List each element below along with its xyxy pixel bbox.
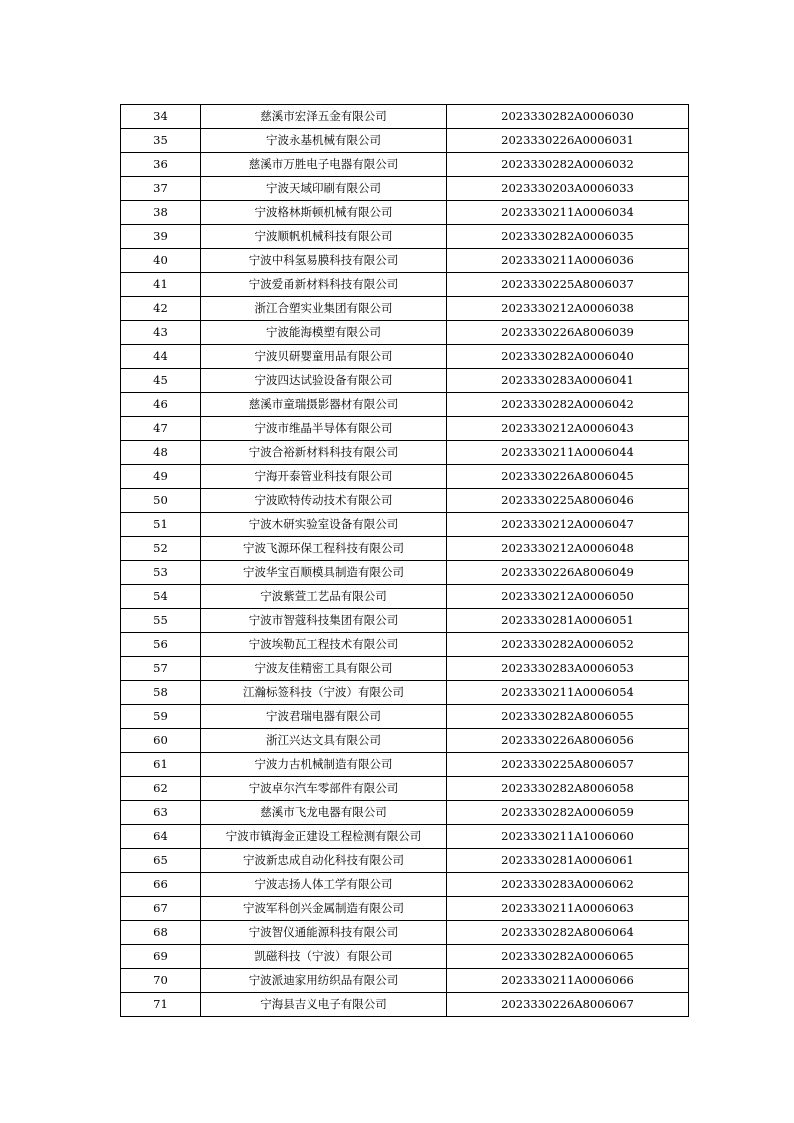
table-row xyxy=(121,873,689,897)
row-number-cell: 71 xyxy=(121,993,201,1017)
registration-code-cell: 2023330212A0006043 xyxy=(447,417,689,441)
company-name-cell: 宁波新忠成自动化科技有限公司 xyxy=(201,849,447,873)
registration-code-cell: 2023330283A0006053 xyxy=(447,657,689,681)
row-number-cell: 58 xyxy=(121,681,201,705)
registration-code-cell: 2023330282A8006058 xyxy=(447,777,689,801)
registration-code-cell: 2023330281A0006051 xyxy=(447,609,689,633)
row-number-cell: 65 xyxy=(121,849,201,873)
company-name-cell: 宁波智仪通能源科技有限公司 xyxy=(201,921,447,945)
company-name-cell: 宁海县吉义电子有限公司 xyxy=(201,993,447,1017)
company-name-cell: 宁波天域印刷有限公司 xyxy=(201,177,447,201)
company-name-cell: 慈溪市飞龙电器有限公司 xyxy=(201,801,447,825)
row-number-cell: 48 xyxy=(121,441,201,465)
row-number-cell: 56 xyxy=(121,633,201,657)
table-row xyxy=(121,849,689,873)
table-row xyxy=(121,369,689,393)
row-number-cell: 67 xyxy=(121,897,201,921)
registration-code-cell: 2023330282A0006032 xyxy=(447,153,689,177)
table-row xyxy=(121,585,689,609)
company-name-cell: 宁波志扬人体工学有限公司 xyxy=(201,873,447,897)
table-body xyxy=(121,105,689,1017)
table-row xyxy=(121,273,689,297)
company-name-cell: 浙江合塑实业集团有限公司 xyxy=(201,297,447,321)
company-name-cell: 宁波欧特传动技术有限公司 xyxy=(201,489,447,513)
registration-code-cell: 2023330282A0006059 xyxy=(447,801,689,825)
company-name-cell: 宁波力古机械制造有限公司 xyxy=(201,753,447,777)
registration-code-cell: 2023330226A8006056 xyxy=(447,729,689,753)
company-name-cell: 宁波中科氢易膜科技有限公司 xyxy=(201,249,447,273)
row-number-cell: 54 xyxy=(121,585,201,609)
table-row xyxy=(121,465,689,489)
company-name-cell: 宁波格林斯顿机械有限公司 xyxy=(201,201,447,225)
company-name-cell: 宁波贝研婴童用品有限公司 xyxy=(201,345,447,369)
company-name-cell: 慈溪市宏泽五金有限公司 xyxy=(201,105,447,129)
registration-code-cell: 2023330281A0006061 xyxy=(447,849,689,873)
registration-code-cell: 2023330282A0006065 xyxy=(447,945,689,969)
row-number-cell: 47 xyxy=(121,417,201,441)
table-row xyxy=(121,249,689,273)
row-number-cell: 38 xyxy=(121,201,201,225)
registration-code-cell: 2023330226A8006067 xyxy=(447,993,689,1017)
row-number-cell: 34 xyxy=(121,105,201,129)
registration-code-cell: 2023330212A0006048 xyxy=(447,537,689,561)
row-number-cell: 37 xyxy=(121,177,201,201)
table-row xyxy=(121,609,689,633)
table-row xyxy=(121,201,689,225)
registration-code-cell: 2023330211A0006044 xyxy=(447,441,689,465)
company-name-cell: 慈溪市童瑞摄影器材有限公司 xyxy=(201,393,447,417)
registration-code-cell: 2023330212A0006050 xyxy=(447,585,689,609)
company-name-cell: 宁波市智蔻科技集团有限公司 xyxy=(201,609,447,633)
company-name-cell: 凯磁科技（宁波）有限公司 xyxy=(201,945,447,969)
table-row xyxy=(121,729,689,753)
registration-code-cell: 2023330211A0006034 xyxy=(447,201,689,225)
table-row xyxy=(121,417,689,441)
company-name-cell: 宁波埃勒瓦工程技术有限公司 xyxy=(201,633,447,657)
registration-table xyxy=(120,104,689,1017)
registration-code-cell: 2023330225A8006057 xyxy=(447,753,689,777)
row-number-cell: 51 xyxy=(121,513,201,537)
registration-code-cell: 2023330282A0006052 xyxy=(447,633,689,657)
row-number-cell: 55 xyxy=(121,609,201,633)
row-number-cell: 63 xyxy=(121,801,201,825)
row-number-cell: 39 xyxy=(121,225,201,249)
registration-code-cell: 2023330226A8006049 xyxy=(447,561,689,585)
registration-code-cell: 2023330282A0006042 xyxy=(447,393,689,417)
table-row xyxy=(121,705,689,729)
row-number-cell: 36 xyxy=(121,153,201,177)
row-number-cell: 57 xyxy=(121,657,201,681)
company-name-cell: 宁波木研实验室设备有限公司 xyxy=(201,513,447,537)
row-number-cell: 49 xyxy=(121,465,201,489)
company-name-cell: 宁波紫萱工艺品有限公司 xyxy=(201,585,447,609)
table-row xyxy=(121,441,689,465)
row-number-cell: 60 xyxy=(121,729,201,753)
registration-code-cell: 2023330282A0006030 xyxy=(447,105,689,129)
table-row xyxy=(121,801,689,825)
registration-code-cell: 2023330282A0006035 xyxy=(447,225,689,249)
company-name-cell: 宁波顺帆机械科技有限公司 xyxy=(201,225,447,249)
company-name-cell: 宁波爱甬新材料科技有限公司 xyxy=(201,273,447,297)
company-name-cell: 宁波华宝百顺模具制造有限公司 xyxy=(201,561,447,585)
registration-code-cell: 2023330226A8006045 xyxy=(447,465,689,489)
row-number-cell: 52 xyxy=(121,537,201,561)
row-number-cell: 41 xyxy=(121,273,201,297)
table-row xyxy=(121,489,689,513)
company-name-cell: 宁波卓尔汽车零部件有限公司 xyxy=(201,777,447,801)
table-row xyxy=(121,561,689,585)
table-row xyxy=(121,513,689,537)
row-number-cell: 70 xyxy=(121,969,201,993)
row-number-cell: 68 xyxy=(121,921,201,945)
table-row xyxy=(121,657,689,681)
company-name-cell: 宁波能海模塑有限公司 xyxy=(201,321,447,345)
row-number-cell: 35 xyxy=(121,129,201,153)
table-row xyxy=(121,177,689,201)
registration-code-cell: 2023330211A0006066 xyxy=(447,969,689,993)
registration-code-cell: 2023330282A0006040 xyxy=(447,345,689,369)
table-row xyxy=(121,921,689,945)
registration-code-cell: 2023330282A8006055 xyxy=(447,705,689,729)
registration-code-cell: 2023330211A0006036 xyxy=(447,249,689,273)
table-row xyxy=(121,321,689,345)
row-number-cell: 66 xyxy=(121,873,201,897)
registration-code-cell: 2023330225A8006046 xyxy=(447,489,689,513)
registration-code-cell: 2023330203A0006033 xyxy=(447,177,689,201)
table-row xyxy=(121,945,689,969)
table-row xyxy=(121,633,689,657)
table-row xyxy=(121,225,689,249)
table-row xyxy=(121,393,689,417)
company-name-cell: 宁波市维晶半导体有限公司 xyxy=(201,417,447,441)
row-number-cell: 59 xyxy=(121,705,201,729)
registration-code-cell: 2023330282A8006064 xyxy=(447,921,689,945)
registration-code-cell: 2023330211A1006060 xyxy=(447,825,689,849)
company-name-cell: 宁波永基机械有限公司 xyxy=(201,129,447,153)
registration-code-cell: 2023330212A0006038 xyxy=(447,297,689,321)
table-row xyxy=(121,753,689,777)
row-number-cell: 45 xyxy=(121,369,201,393)
row-number-cell: 53 xyxy=(121,561,201,585)
row-number-cell: 69 xyxy=(121,945,201,969)
table-row xyxy=(121,993,689,1017)
registration-code-cell: 2023330226A8006039 xyxy=(447,321,689,345)
table-row xyxy=(121,537,689,561)
registration-code-cell: 2023330283A0006062 xyxy=(447,873,689,897)
registration-code-cell: 2023330226A0006031 xyxy=(447,129,689,153)
company-name-cell: 江瀚标签科技（宁波）有限公司 xyxy=(201,681,447,705)
table-row xyxy=(121,153,689,177)
table-row xyxy=(121,825,689,849)
table-row xyxy=(121,681,689,705)
row-number-cell: 40 xyxy=(121,249,201,273)
table-row xyxy=(121,897,689,921)
row-number-cell: 62 xyxy=(121,777,201,801)
registration-code-cell: 2023330225A8006037 xyxy=(447,273,689,297)
row-number-cell: 46 xyxy=(121,393,201,417)
row-number-cell: 44 xyxy=(121,345,201,369)
company-name-cell: 宁波军科创兴金属制造有限公司 xyxy=(201,897,447,921)
company-name-cell: 宁波市镇海金正建设工程检测有限公司 xyxy=(201,825,447,849)
company-name-cell: 宁波四达试验设备有限公司 xyxy=(201,369,447,393)
registration-code-cell: 2023330211A0006063 xyxy=(447,897,689,921)
table-row xyxy=(121,129,689,153)
row-number-cell: 64 xyxy=(121,825,201,849)
row-number-cell: 43 xyxy=(121,321,201,345)
company-name-cell: 浙江兴达文具有限公司 xyxy=(201,729,447,753)
row-number-cell: 50 xyxy=(121,489,201,513)
table-row xyxy=(121,297,689,321)
table-row xyxy=(121,105,689,129)
company-name-cell: 慈溪市万胜电子电器有限公司 xyxy=(201,153,447,177)
registration-code-cell: 2023330211A0006054 xyxy=(447,681,689,705)
table-row xyxy=(121,969,689,993)
company-name-cell: 宁波友佳精密工具有限公司 xyxy=(201,657,447,681)
table-row xyxy=(121,777,689,801)
registration-code-cell: 2023330212A0006047 xyxy=(447,513,689,537)
company-name-cell: 宁波飞源环保工程科技有限公司 xyxy=(201,537,447,561)
registration-code-cell: 2023330283A0006041 xyxy=(447,369,689,393)
row-number-cell: 42 xyxy=(121,297,201,321)
company-name-cell: 宁波合裕新材料科技有限公司 xyxy=(201,441,447,465)
table-row xyxy=(121,345,689,369)
company-name-cell: 宁波君瑞电器有限公司 xyxy=(201,705,447,729)
row-number-cell: 61 xyxy=(121,753,201,777)
company-name-cell: 宁海开泰管业科技有限公司 xyxy=(201,465,447,489)
company-name-cell: 宁波派迪家用纺织品有限公司 xyxy=(201,969,447,993)
